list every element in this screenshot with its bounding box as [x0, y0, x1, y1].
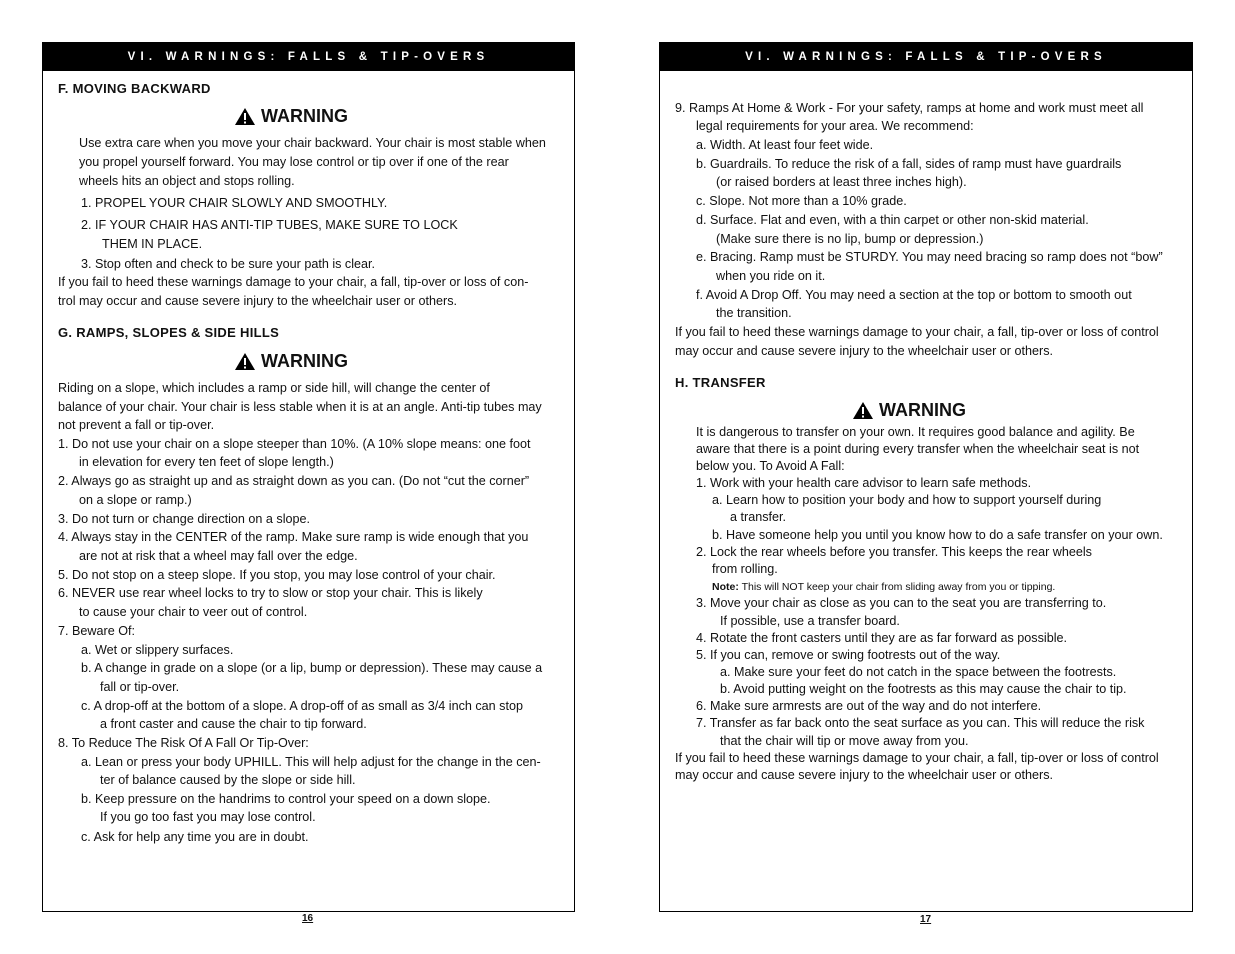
left-page — [42, 42, 575, 912]
text-line: If you fail to heed these warnings damage to your chair, a fall, tip-over or loss of con- — [58, 275, 529, 289]
list-item: a. Wet or slippery surfaces. — [81, 643, 234, 657]
list-item: 3. Stop often and check to be sure your path is clear. — [81, 257, 376, 271]
list-item: a. Make sure your feet do not catch in the space between the footrests. — [720, 665, 1117, 679]
list-item: that the chair will tip or move away from you. — [720, 734, 969, 748]
text-line: If you fail to heed these warnings damage to your chair, a fall, tip-over or loss of control — [675, 751, 1159, 765]
list-item: b. Guardrails. To reduce the risk of a fall, sides of ramp must have guardrails — [696, 157, 1122, 171]
list-item: 5. Do not stop on a steep slope. If you stop, you may lose control of your chair. — [58, 568, 496, 582]
warning-label: WARNING — [261, 106, 348, 126]
list-item: (or raised borders at least three inches high). — [716, 175, 967, 189]
text-line: Riding on a slope, which includes a ramp or side hill, will change the center of — [58, 381, 490, 395]
list-item: THEM IN PLACE. — [102, 237, 203, 251]
warning-heading — [234, 106, 348, 127]
list-item: d. Surface. Flat and even, with a thin carpet or other non-skid material. — [696, 213, 1089, 227]
list-item: 1. Work with your health care advisor to learn safe methods. — [696, 476, 1032, 490]
list-item: (Make sure there is no lip, bump or depression.) — [716, 232, 984, 246]
section-heading-h: H. TRANSFER — [675, 375, 766, 390]
list-item: 3. Do not turn or change direction on a slope. — [58, 512, 311, 526]
text-line: If you fail to heed these warnings damage to your chair, a fall, tip-over or loss of control — [675, 325, 1159, 339]
warning-heading — [234, 351, 348, 372]
text-line: wheels hits an object and stops rolling. — [79, 174, 295, 188]
text-line: Use extra care when you move your chair backward. Your chair is most stable when — [79, 136, 546, 150]
list-item: are not at risk that a wheel may fall over the edge. — [79, 549, 358, 563]
list-item: 1. PROPEL YOUR CHAIR SLOWLY AND SMOOTHLY. — [81, 196, 388, 210]
list-item: 3. Move your chair as close as you can to the seat you are transferring to. — [696, 596, 1107, 610]
list-item: in elevation for every ten feet of slope length.) — [79, 455, 334, 469]
list-item: 2. Always go as straight up and as straight down as you can. (Do not “cut the corner” — [58, 474, 530, 488]
list-item: the transition. — [716, 306, 792, 320]
list-item: 7. Transfer as far back onto the seat surface as you can. This will reduce the risk — [696, 716, 1145, 730]
list-item: legal requirements for your area. We recommend: — [696, 119, 974, 133]
note — [712, 580, 1055, 595]
note-label: Note: — [712, 581, 739, 593]
list-item: 9. Ramps At Home & Work - For your safety, ramps at home and work must meet all — [675, 101, 1144, 115]
list-item: If you go too fast you may lose control. — [100, 810, 316, 824]
list-item: 2. Lock the rear wheels before you transfer. This keeps the rear wheels — [696, 545, 1092, 559]
right-page — [659, 42, 1193, 912]
note-text: This will NOT keep your chair from sliding away from you or tipping. — [738, 581, 1056, 593]
page-header: VI. WARNINGS: FALLS & TIP-OVERS — [660, 43, 1192, 71]
warning-label: WARNING — [879, 400, 966, 420]
list-item: a. Width. At least four feet wide. — [696, 138, 874, 152]
list-item: b. Have someone help you until you know how to do a safe transfer on your own. — [712, 528, 1163, 542]
list-item: from rolling. — [712, 562, 778, 576]
list-item: 5. If you can, remove or swing footrests out of the way. — [696, 648, 1001, 662]
warning-heading — [852, 400, 966, 421]
text-line: may occur and cause severe injury to the wheelchair user or others. — [675, 344, 1053, 358]
list-item: c. Ask for help any time you are in doubt. — [81, 830, 309, 844]
list-item: c. Slope. Not more than a 10% grade. — [696, 194, 907, 208]
list-item: a front caster and cause the chair to tip forward. — [100, 717, 367, 731]
list-item: ter of balance caused by the slope or side hill. — [100, 773, 356, 787]
text-line: may occur and cause severe injury to the wheelchair user or others. — [675, 768, 1053, 782]
text-line: not prevent a fall or tip-over. — [58, 418, 215, 432]
text-line: below you. To Avoid A Fall: — [696, 459, 845, 473]
text-line: balance of your chair. Your chair is less stable when it is at an angle. Anti-tip tubes may — [58, 400, 542, 414]
warning-triangle-icon — [234, 352, 256, 371]
list-item: to cause your chair to veer out of control. — [79, 605, 308, 619]
section-heading-g: G. RAMPS, SLOPES & SIDE HILLS — [58, 325, 280, 340]
list-item: 4. Always stay in the CENTER of the ramp. Make sure ramp is wide enough that you — [58, 530, 529, 544]
page-number: 17 — [920, 914, 932, 925]
text-line: trol may occur and cause severe injury to the wheelchair user or others. — [58, 294, 457, 308]
list-item: b. Avoid putting weight on the footrests as this may cause the chair to tip. — [720, 682, 1127, 696]
warning-triangle-icon — [852, 401, 874, 420]
list-item: a. Lean or press your body UPHILL. This will help adjust for the change in the cen- — [81, 755, 541, 769]
list-item: 7. Beware Of: — [58, 624, 135, 638]
page-header: VI. WARNINGS: FALLS & TIP-OVERS — [43, 43, 574, 71]
list-item: a. Learn how to position your body and how to support yourself during — [712, 493, 1102, 507]
list-item: 6. NEVER use rear wheel locks to try to slow or stop your chair. This is likely — [58, 586, 483, 600]
warning-label: WARNING — [261, 351, 348, 371]
list-item: when you ride on it. — [716, 269, 826, 283]
list-item: on a slope or ramp.) — [79, 493, 192, 507]
list-item: 2. IF YOUR CHAIR HAS ANTI-TIP TUBES, MAKE SURE TO LOCK — [81, 218, 458, 232]
list-item: If possible, use a transfer board. — [720, 614, 900, 628]
list-item: 1. Do not use your chair on a slope steeper than 10%. (A 10% slope means: one foot — [58, 437, 531, 451]
list-item: 4. Rotate the front casters until they are as far forward as possible. — [696, 631, 1067, 645]
text-line: It is dangerous to transfer on your own. It requires good balance and agility. Be — [696, 425, 1135, 439]
list-item: b. Keep pressure on the handrims to control your speed on a down slope. — [81, 792, 491, 806]
list-item: 6. Make sure armrests are out of the way and do not interfere. — [696, 699, 1042, 713]
list-item: b. A change in grade on a slope (or a lip, bump or depression). These may cause a — [81, 661, 543, 675]
text-line: aware that there is a point during every transfer when the wheelchair seat is not — [696, 442, 1140, 456]
page-number: 16 — [302, 913, 314, 924]
list-item: 8. To Reduce The Risk Of A Fall Or Tip-Over: — [58, 736, 309, 750]
warning-triangle-icon — [234, 107, 256, 126]
list-item: a transfer. — [730, 510, 787, 524]
list-item: c. A drop-off at the bottom of a slope. A drop-off of as small as 3/4 inch can stop — [81, 699, 523, 713]
list-item: f. Avoid A Drop Off. You may need a section at the top or bottom to smooth out — [696, 288, 1132, 302]
text-line: you propel yourself forward. You may lose control or tip over if one of the rear — [79, 155, 509, 169]
section-heading-f: F. MOVING BACKWARD — [58, 81, 211, 96]
list-item: fall or tip-over. — [100, 680, 180, 694]
list-item: e. Bracing. Ramp must be STURDY. You may need bracing so ramp does not “bow” — [696, 250, 1163, 264]
